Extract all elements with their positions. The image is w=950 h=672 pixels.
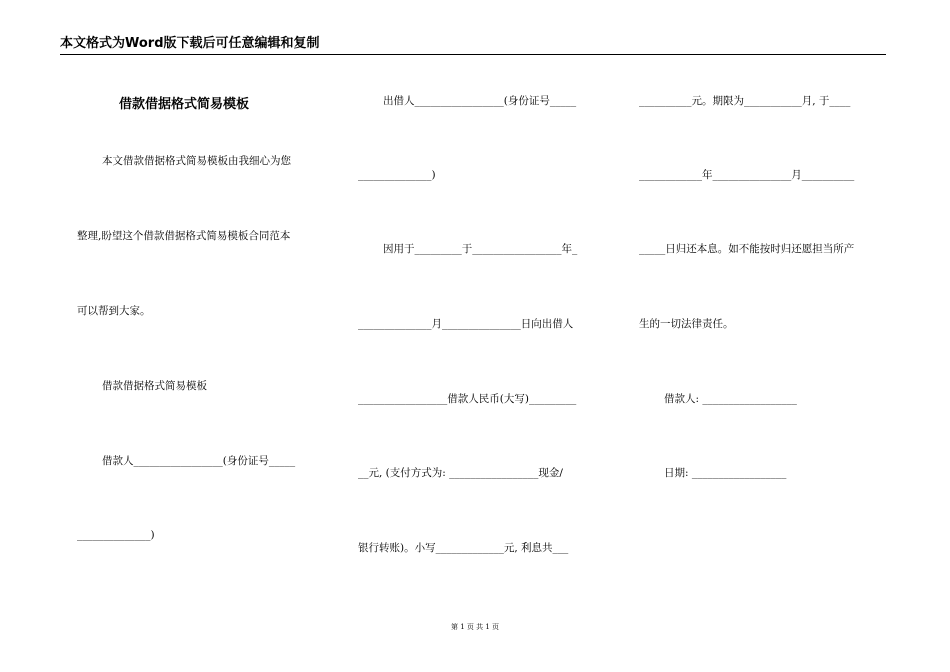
liability-line: 生的一切法律责任。 [639, 318, 734, 330]
intro-line-3: 可以帮到大家。 [77, 305, 151, 317]
section-heading: 借款借据格式简易模板 [102, 380, 207, 392]
signature-date-line: 日期: __________________ [664, 467, 787, 479]
lender-line: 出借人_________________(身份证号_____ [383, 95, 577, 107]
due-date-line: ____________年_______________月__________ [639, 169, 855, 181]
amount-interest-line: 银行转账)。小写_____________元, 利息共___ [358, 542, 569, 554]
date-line: ______________月_______________日向出借人 [358, 318, 574, 330]
repayment-line: _____日归还本息。如不能按时归还愿担当所产 [639, 243, 855, 255]
intro-line-2: 整理,盼望这个借款借据格式简易模板合同范本 [77, 230, 291, 242]
lender-id-line: ______________) [358, 169, 436, 181]
intro-line-1: 本文借款借据格式简易模板由我细心为您 [102, 155, 291, 167]
purpose-line: 因用于_________于_________________年_ [383, 243, 578, 255]
amount-line: _________________借款人民币(大写)_________ [358, 393, 577, 405]
payment-method-line: __元, (支付方式为: _________________现金/ [358, 467, 563, 479]
term-line: __________元。期限为___________月, 于____ [639, 95, 851, 107]
page-header: 本文格式为Word版下载后可任意编辑和复制 [60, 36, 886, 55]
document-title: 借款借据格式简易模板 [119, 97, 250, 112]
page-footer: 第 1 页 共 1 页 [450, 623, 500, 631]
signature-line: 借款人: __________________ [664, 393, 797, 405]
borrower-id-line: ______________) [77, 529, 155, 541]
borrower-line: 借款人_________________(身份证号_____ [102, 455, 296, 467]
